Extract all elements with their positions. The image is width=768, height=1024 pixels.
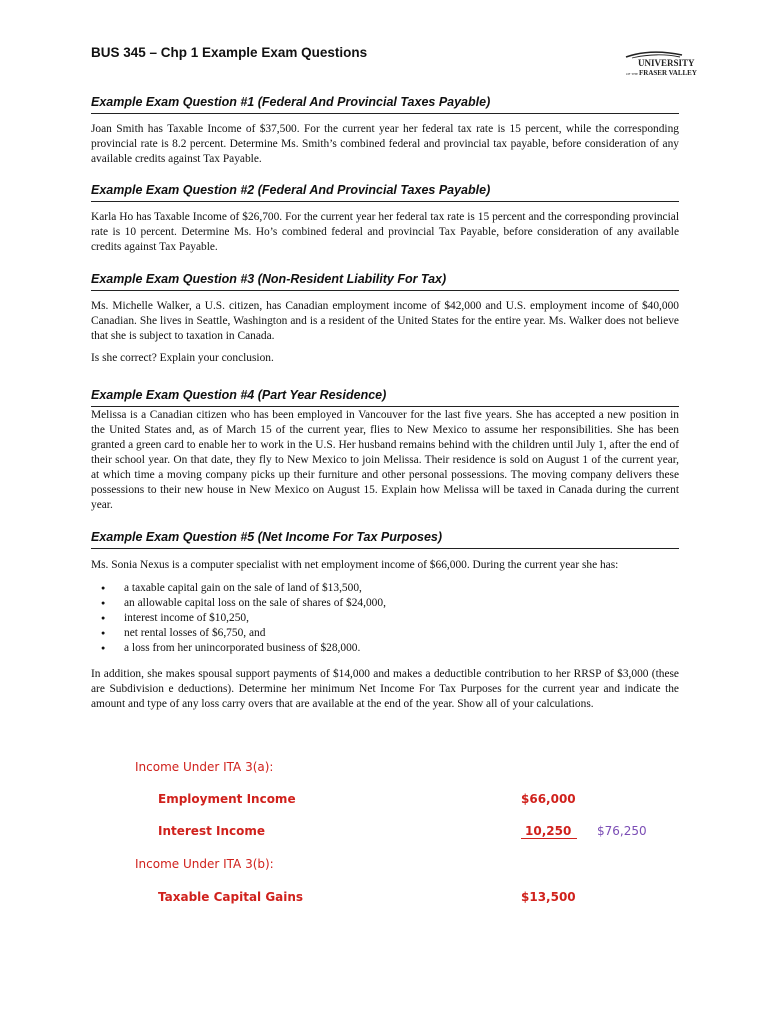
question-5-closing: In addition, she makes spousal support payments of $14,000 and makes a deductible contribution to her RRSP of $3,000 (these are Subdivision e deductions). Determine her minimum Net Income For Tax Purposes for the current year and indicate the amount and type of any loss carry overs that are available at the end of the year. Show all of your calculations. [91,668,679,710]
question-5-intro: Ms. Sonia Nexus is a computer specialist with net employment income of $66,000. During the current year she has: [91,559,619,571]
question-4-heading: Example Exam Question #4 (Part Year Residence) [91,388,679,407]
question-3-text: Ms. Michelle Walker, a U.S. citizen, has Canadian employment income of $42,000 and U.S. employment income of $40,000 Canadian. She lives in Seattle, Washington and is a resident of the United States for the entire year. Ms. Walker does not believe that she is subject to taxation in Canada. [91,300,679,342]
question-3-heading: Example Exam Question #3 (Non-Resident Liability For Tax) [91,272,679,291]
interest-income-label: Interest Income [158,824,266,838]
taxable-capital-gains-amount: $13,500 [521,890,576,904]
logo-line-1: UNIVERSITY [638,58,695,68]
taxable-capital-gains-label: Taxable Capital Gains [158,890,304,904]
logo-line-2: OF THE [626,72,639,76]
list-item: ● a taxable capital gain on the sale of land of $13,500, [91,581,679,596]
question-5-heading: Example Exam Question #5 (Net Income For Tax Purposes) [91,530,679,549]
university-logo-icon [618,50,698,80]
employment-income-amount: $66,000 [521,792,576,806]
question-1-heading: Example Exam Question #1 (Federal And Provincial Taxes Payable) [91,95,679,114]
question-5-bullet-list [91,581,679,656]
question-4-text: Melissa is a Canadian citizen who has been employed in Vancouver for the last five years. She has accepted a new position in the United States and, as of March 15 of the current year, flies to New Mexico to assume her responsibilities. She has been granted a green card to enable her to work in the U.S. Her husband remains behind with the children until July 1, after the end of their school year. On that date, they fly to New Mexico to join Melissa. Their residence is sold on August 1 of the current year, at which time a moving company picks up their furniture and other personal possessions. The moving company delivers these possessions to their new house in New Mexico on August 15. Explain how Melissa will be taxed in Canada during the current year. [91,409,679,511]
income-ita-3b-heading: Income Under ITA 3(b): [135,857,274,871]
interest-income-amount: 10,250 [521,824,577,839]
list-item: ● an allowable capital loss on the sale of shares of $24,000, [91,596,679,611]
question-3-followup: Is she correct? Explain your conclusion. [91,352,274,364]
list-item: ● net rental losses of $6,750, and [91,626,679,641]
document-title: BUS 345 – Chp 1 Example Exam Questions [91,45,368,60]
employment-income-label: Employment Income [158,792,296,806]
list-item: ● interest income of $10,250, [91,611,679,626]
list-item: ● a loss from her unincorporated business of $28,000. [91,641,679,656]
income-ita-3a-heading: Income Under ITA 3(a): [135,760,274,774]
question-1-text: Joan Smith has Taxable Income of $37,500. For the current year her federal tax rate is 15 percent, while the corresponding provincial rate is 8.2 percent. Determine Ms. Smith’s combined federal and provincial tax payable, before consideration of any available credits against Tax Payable. [91,123,679,165]
question-2-text: Karla Ho has Taxable Income of $26,700. For the current year her federal tax rate is 15 percent and the corresponding provincial rate is 10 percent. Determine Ms. Ho’s combined federal and provincial Tax Payable, before consideration of any available credits against Tax Payable. [91,211,679,253]
logo-line-3: FRASER VALLEY [639,69,697,77]
subtotal-ita-3a: $76,250 [597,824,647,838]
question-2-heading: Example Exam Question #2 (Federal And Provincial Taxes Payable) [91,183,679,202]
university-logo [618,50,698,80]
